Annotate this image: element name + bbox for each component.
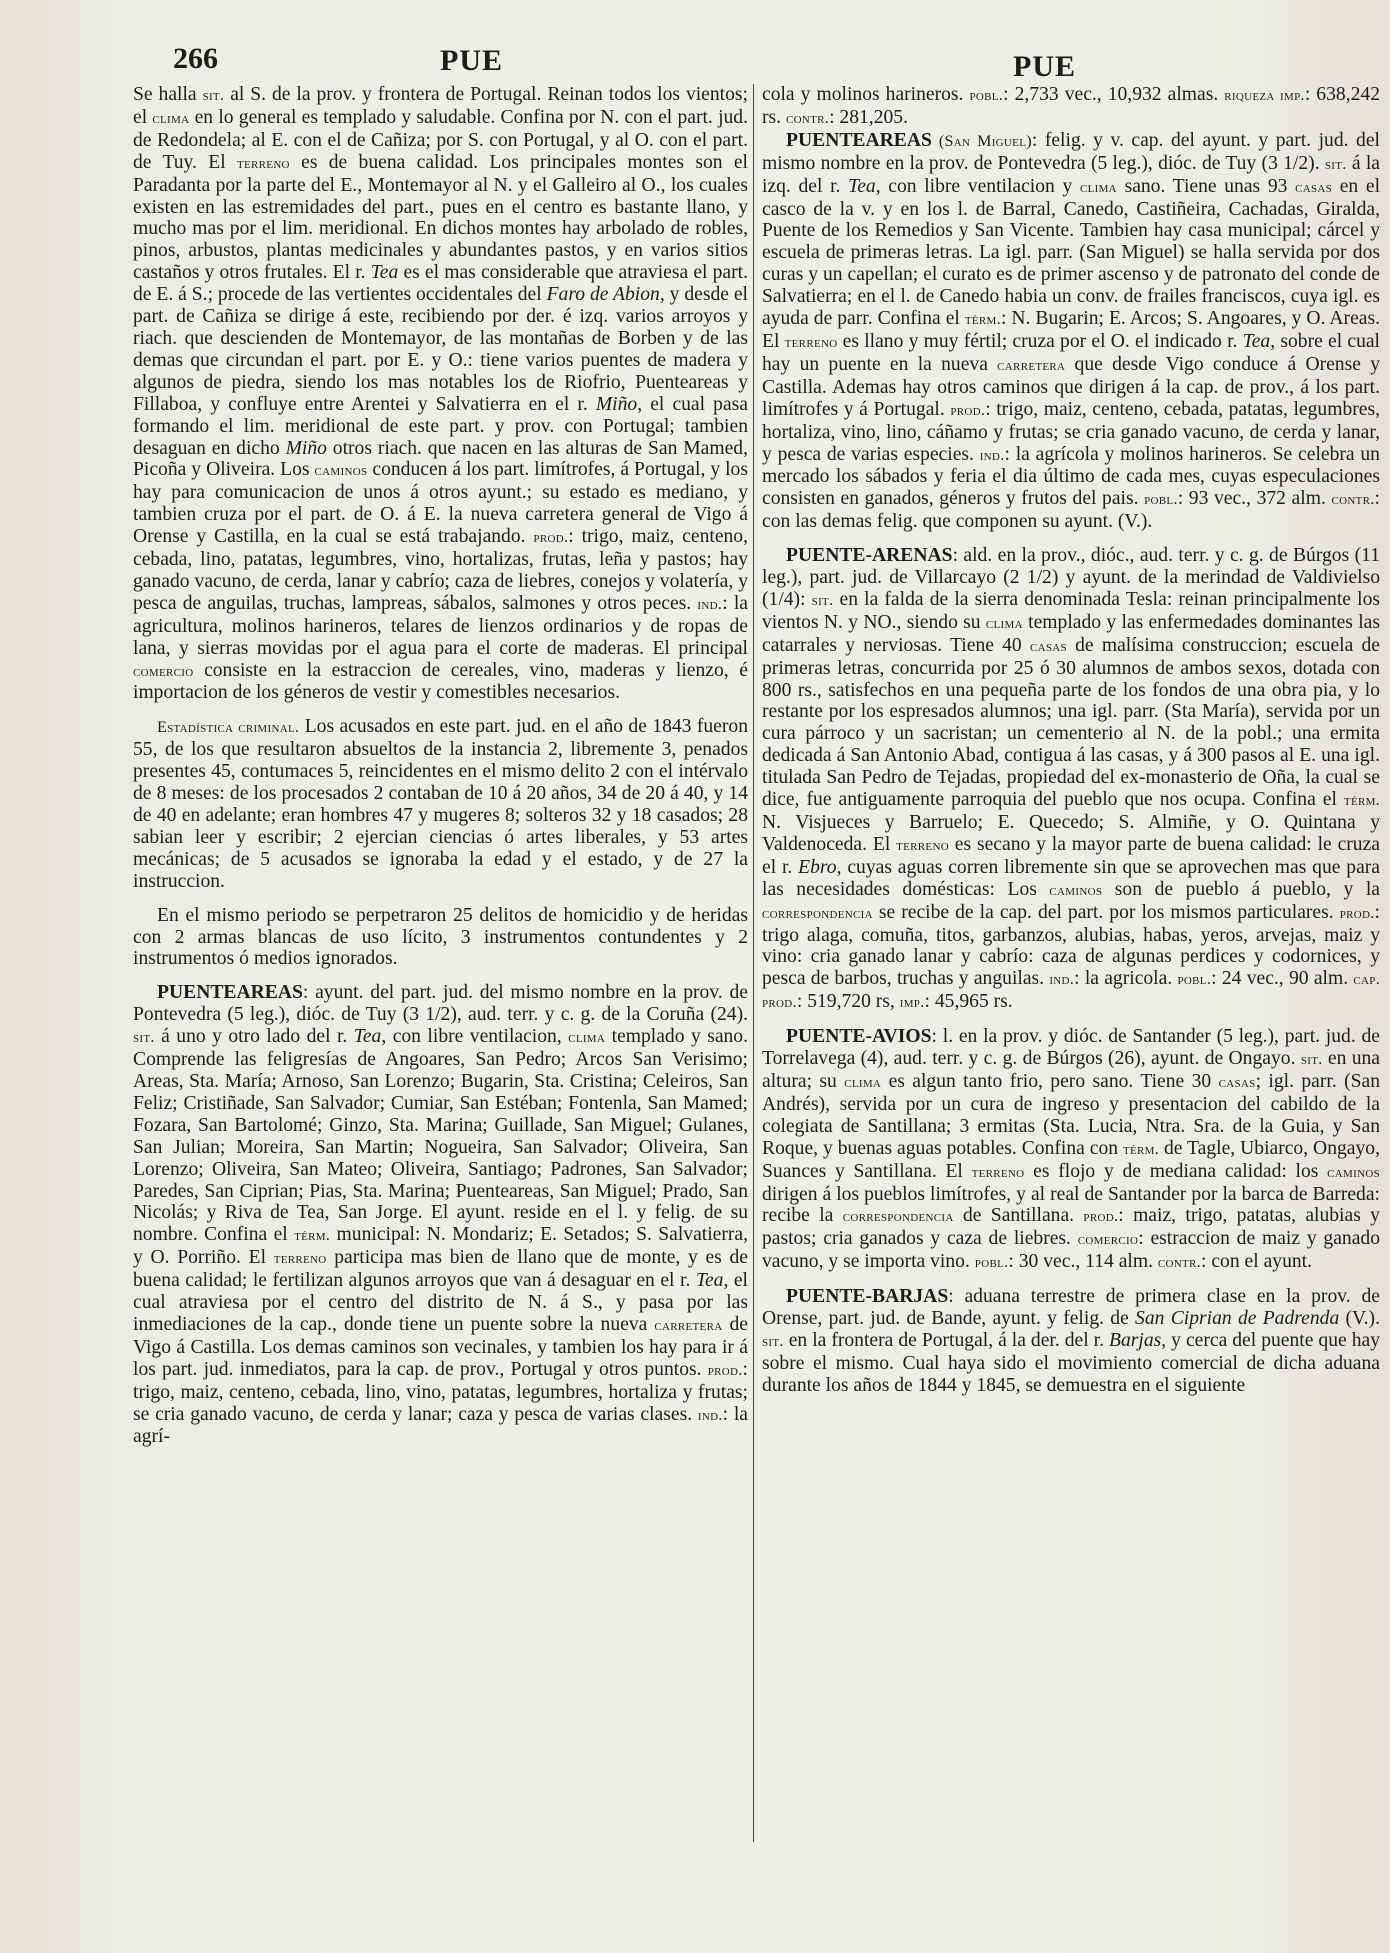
entry-puente-arenas: PUENTE-ARENAS: ald. en la prov., dióc., aud. terr. y c. g. de Búrgos (11 leg.), part. jud. de Villarcayo (2 1/2) y ayunt. de la merindad de Valdivielso (1/4): sit. en la falda de la sierra denominada Tesla: reinan principalmente los vientos N. y NO., siendo su clima templado y las enfermedades dominantes las catarrales y nerviosas. Tiene 40 casas de malísima construccion; escuela de primeras letras, concurrida por 25 ó 30 alumnos de ambos sexos, dotada con 800 rs., satisfechos en una pequeña parte de los fondos de una obra pia, y lo restante por los espresados alumnos; una igl. parr. (Sta María), servida por un cura párroco y un sacristan; un cementerio al N. de la pobl.; una ermita dedicada á San Antonio Abad, contigua á las casas, y á 300 pasos al E. una igl. titulada San Pedro de Tejadas, propiedad del ex-monasterio de Oña, la cual se dice, fue antiguamente parroquia del pueblo que nos ocupa. Confina el térm. N. Visjueces y Barruelo; E. Quecedo; S. Almiñe, y O. Quintana y Valdenoceda. El terreno es secano y la mayor parte de buena calidad: le cruza el r. Ebro, cuyas aguas corren libremente sin que se aprovechen mas que para las necesidades domésticas: Los caminos son de pueblo á pueblo, y la correspondencia se recibe de la cap. del part. por los mismos particulares. prod.: trigo alaga, comuña, titos, garbanzos, alubias, habas, yeros, arvejas, maiz y vino: cria ganado lanar y cabrío: caza de algunas perdices y codornices, y pesca de barbos, truchas y anguilas. ind.: la agricola. pobl.: 24 vec., 90 alm. cap. prod.: 519,720 rs, imp.: 45,965 rs. bbox=[762, 545, 1380, 1013]
entry-puente-avios: PUENTE-AVIOS: l. en la prov. y dióc. de Santander (5 leg.), part. jud. de Torrelavega (4), aud. terr. y c. g. de Búrgos (26), ayunt. de Ongayo. sit. en una altura; su clima es algun tanto frio, pero sano. Tiene 30 casas; igl. parr. (San Andrés), servida por un cura de ingreso y presentacion del cabildo de la colegiata de Santillana; 3 ermitas (Sta. Lucia, Ntra. Sra. de la Guia, y San Roque, y buenas aguas potables. Confina con térm. de Tagle, Ubiarco, Ongayo, Suances y Santillana. El terreno es flojo y de mediana calidad: los caminos dirigen á los pueblos limítrofes, y al real de Santander por la barca de Barreda: recibe la correspondencia de Santillana. prod.: maiz, trigo, patatas, alubias y pastos; cria ganados y caza de liebres. comercio: estraccion de maiz y ganado vacuno, y se importa vino. pobl.: 30 vec., 114 alm. contr.: con el ayunt. bbox=[762, 1026, 1380, 1273]
left-column bbox=[133, 84, 748, 1854]
right-column bbox=[762, 84, 1380, 1854]
criminal-statistics-paragraph: Estadística criminal. Los acusados en este part. jud. en el año de 1843 fueron 55, de los que resultaron absueltos de la instancia 2, libremente 3, penados presentes 45, contumaces 5, reincidentes en el mismo delito 2 con el intérvalo de 8 meses: de los procesados 2 contaban de 10 á 20 años, 34 de 20 á 40, y 14 de 40 en adelante; eran hombres 47 y mugeres 8; solteros 32 y 18 casados; 28 sabian leer y escribir; 2 ejercian ciencias ó artes liberales, y 53 artes mecánicas; de 5 acusados se ignoraba la edad y el estado, y de 27 la instruccion. bbox=[133, 716, 748, 892]
running-head-left: PUE bbox=[440, 44, 503, 77]
page-number: 266 bbox=[173, 42, 218, 75]
running-head-right: PUE bbox=[1013, 50, 1076, 83]
entry-puenteareas-san-miguel: PUENTEAREAS (San Miguel): felig. y v. cap. del ayunt. y part. jud. del mismo nombre en la prov. de Pontevedra (5 leg.), dióc. de Tuy (3 1/2). sit. á la izq. del r. Tea, con libre ventilacion y clima sano. Tiene unas 93 casas en el casco de la v. y en los l. de Barral, Canedo, Castiñeira, Cachadas, Giralda, Puente de los Remedios y San Vicente. Tambien hay casa municipal; cárcel y escuela de primeras letras. La igl. parr. (San Miguel) se halla servida por dos curas y un capellan; el curato es de primer ascenso y de patronato del conde de Salvatierra; en el l. de Canedo habia un conv. de frailes franciscos, cuya igl. es ayuda de parr. Confina el térm.: N. Bugarin; E. Arcos; S. Angoares, y O. Areas. El terreno es llano y muy fértil; cruza por el O. el indicado r. Tea, sobre el cual hay un puente en la nueva carretera que desde Vigo conduce á Orense y Castilla. Ademas hay otros caminos que dirigen á la cap. de prov., á los part. limítrofes y á Portugal. prod.: trigo, maiz, centeno, cebada, patatas, legumbres, hortaliza, vino, lino, cáñamo y frutas; se cria ganado vacuno, de cerda y lanar, y pesca de varias especies. ind.: la agrícola y molinos harineros. Se celebra un mercado los sábados y feria el dia último de cada mes, cuyas especulaciones consisten en ganados, géneros y frutos del pais. pobl.: 93 vec., 372 alm. contr.: con las demas felig. que componen su ayunt. (V.). bbox=[762, 129, 1380, 533]
entry-puenteareas-ayunt: PUENTEAREAS: ayunt. del part. jud. del mismo nombre en la prov. de Pontevedra (5 leg.), dióc. de Tuy (3 1/2), aud. terr. y c. g. de la Coruña (24). sit. á uno y otro lado del r. Tea, con libre ventilacion, clima templado y sano. Comprende las feligresías de Angoares, San Pedro; Arcos San Verisimo; Areas, Sta. María; Arnoso, San Lorenzo; Bugarin, Sta. Cristina; Celeiros, San Feliz; Cristiñade, San Salvador; Cumiar, San Estéban; Fontenla, San Mamed; Fozara, San Bartolomé; Ginzo, Sta. Marina; Guillade, San Miguel; Gulanes, San Julian; Moreira, San Martin; Nogueira, San Salvador; Oliveira, San Lorenzo; Oliveira, San Mateo; Oliveira, Santiago; Padrones, San Salvador; Paredes, San Ciprian; Pias, Sta. Marina; Puenteareas, San Miguel; Prado, San Nicolás; y Riva de Tea, San Jorge. El ayunt. reside en el l. y felig. de su nombre. Confina el térm. municipal: N. Mondariz; E. Setados; S. Salvatierra, y O. Porriño. El terreno participa mas bien de llano que de monte, y es de buena calidad; le fertilizan algunos arroyos que van á desaguar en el r. Tea, el cual atraviesa por el centro del distrito de N. á S., y pasa por las inmediaciones de la cap., donde tiene un puente sobre la nueva carretera de Vigo á Castilla. Los demas caminos son vecinales, y tambien los hay para ir á los part. jud. inmediatos, para la cap. de prov., Portugal y otros puntos. prod.: trigo, maiz, centeno, cebada, lino, vino, patatas, legumbres, hortaliza y frutas; se cria ganado vacuno, de cerda y lanar; caza y pesca de varias clases. ind.: la agrí- bbox=[133, 982, 748, 1448]
page-header bbox=[0, 42, 1390, 82]
entry-continuation-paragraph: Se halla sit. al S. de la prov. y frontera de Portugal. Reinan todos los vientos; el clima en lo general es templado y saludable. Confina por N. con el part. jud. de Redondela; al E. con el de Cañiza; por S. con Portugal, y al O. con el part. de Tuy. El terreno es de buena calidad. Los principales montes son el Paradanta por la parte del E., Montemayor al N. y el Galleiro al O., los cuales existen en las estremidades del part., pues en el centro es bastante llano, y mucho mas por el lim. meridional. En dichos montes hay arbolado de robles, pinos, arbustos, plantas medicinales y abundantes pastos, y en varios sitios castaños y otros frutales. El r. Tea es el mas considerable que atraviesa el part. de E. á S.; procede de las vertientes occidentales del Faro de Abion, y desde el part. de Cañiza se dirige á este, recibiendo por der. é izq. varios arroyos y riach. que descienden de Montemayor, de las montañas de Borben y de las demas que circundan el part. por E. y O.: tiene varios puentes de madera y algunos de piedra, siendo los mas notables los de Riofrio, Puenteareas y Fillaboa, y confluye entre Arentei y Salvatierra en el r. Miño, el cual pasa formando el lim. meridional de este part. y prov. con Portugal; tambien desaguan en dicho Miño otros riach. que nacen en las alturas de San Mamed, Picoña y Oliveira. Los caminos conducen á los part. limítrofes, á Portugal, y los hay para comunicacion de unos á otros ayunt.; su estado es mediano, y tambien cruza por el part. de O. á E. la nueva carretera general de Vigo á Orense y Castilla, en la cual se está trabajando. prod.: trigo, maiz, centeno, cebada, lino, patatas, legumbres, vino, hortalizas, frutas, leña y pastos; hay ganado vacuno, de cerda, lanar y cabrío; caza de liebres, conejos y volatería, y pesca de anguilas, truchas, lampreas, sábalos, salmones y otros peces. ind.: la agricultura, molinos harineros, telares de lienzos ordinarios y de ropas de lana, y sierras movidas por el agua para el corte de maderas. El principal comercio consiste en la estraccion de cereales, vino, maderas y lienzo, é importacion de los géneros de vestir y comestibles necesarios. bbox=[133, 84, 748, 704]
entry-continuation-paragraph: cola y molinos harineros. pobl.: 2,733 vec., 10,932 almas. riqueza imp.: 638,242 rs. contr.: 281,205. bbox=[762, 84, 1380, 128]
crimes-paragraph: En el mismo periodo se perpetraron 25 delitos de homicidio y de heridas con 2 armas blancas de uso lícito, 3 instrumentos contundentes y 2 instrumentos ó medios ignorados. bbox=[133, 904, 748, 970]
entry-puente-barjas: PUENTE-BARJAS: aduana terrestre de primera clase en la prov. de Orense, part. jud. de Bande, ayunt. y felig. de San Ciprian de Padrenda (V.). sit. en la frontera de Portugal, á la der. del r. Barjas, y cerca del puente que hay sobre el mismo. Cual haya sido el movimiento comercial de dicha aduana durante los años de 1844 y 1845, se demuestra en el siguiente bbox=[762, 1286, 1380, 1396]
column-divider bbox=[753, 84, 754, 1842]
